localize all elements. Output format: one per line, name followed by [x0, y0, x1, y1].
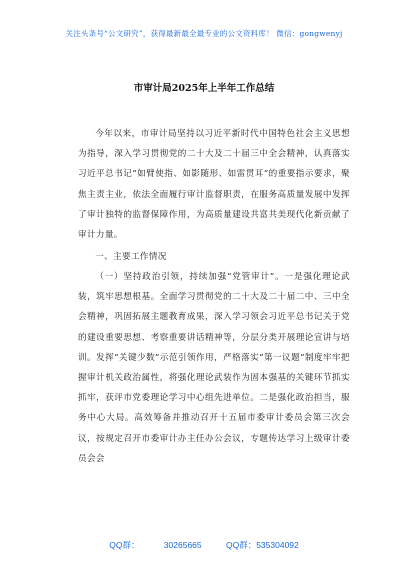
page-title: 市审计局2025年上半年工作总结: [133, 83, 275, 94]
intro-paragraph: 今年以来，市审计局坚持以习近平新时代中国特色社会主义思想为指导，深入学习贯彻党的二十大及二十届三中全会精神，认真落实习近平总书记“如臂使指、如影随形、如雷贯耳”的重要指示要求，聚焦主责主业，依法全面履行审计监督职责，在服务高质量发展中发挥了审计独特的监督保障作用，为高质量建设共富共美现代化新贡献了审计力量。: [78, 129, 350, 241]
section-heading: 一、主要工作情况: [95, 252, 167, 262]
footer-note: QQ群： 30265665 QQ群：535304092: [109, 540, 299, 550]
item-paragraph: （一）坚持政治引领，持续加强“党管审计”。一是强化理论武装，筑牢思想根基。全面学习贯彻党的二十大及二十届二中、三中全会精神，巩固拓展主题教育成果，深入学习领会习近平总书记关于党的建设重要思想、考察重要讲话精神等，分层分类开展理论宣讲与培训。发挥“关键少数”示范引领作用，严格落实“第一议题”制度牢牢把握审计机关政治属性，将强化理论武装作为固本强基的关键环节抓实抓牢，获评市党委理论学习中心组先进单位。二是强化政治担当，服务中心大局。高效筹备并推动召开十五届市委审计委员会第三次会议，按规定召开市委审计办主任办公会议，专题传达学习上级审计委员会会: [78, 272, 350, 464]
header-note: 关注头条号“公文研究”，获得最新最全最专业的公文资料库！ 微信：gongwenyj: [65, 29, 343, 38]
